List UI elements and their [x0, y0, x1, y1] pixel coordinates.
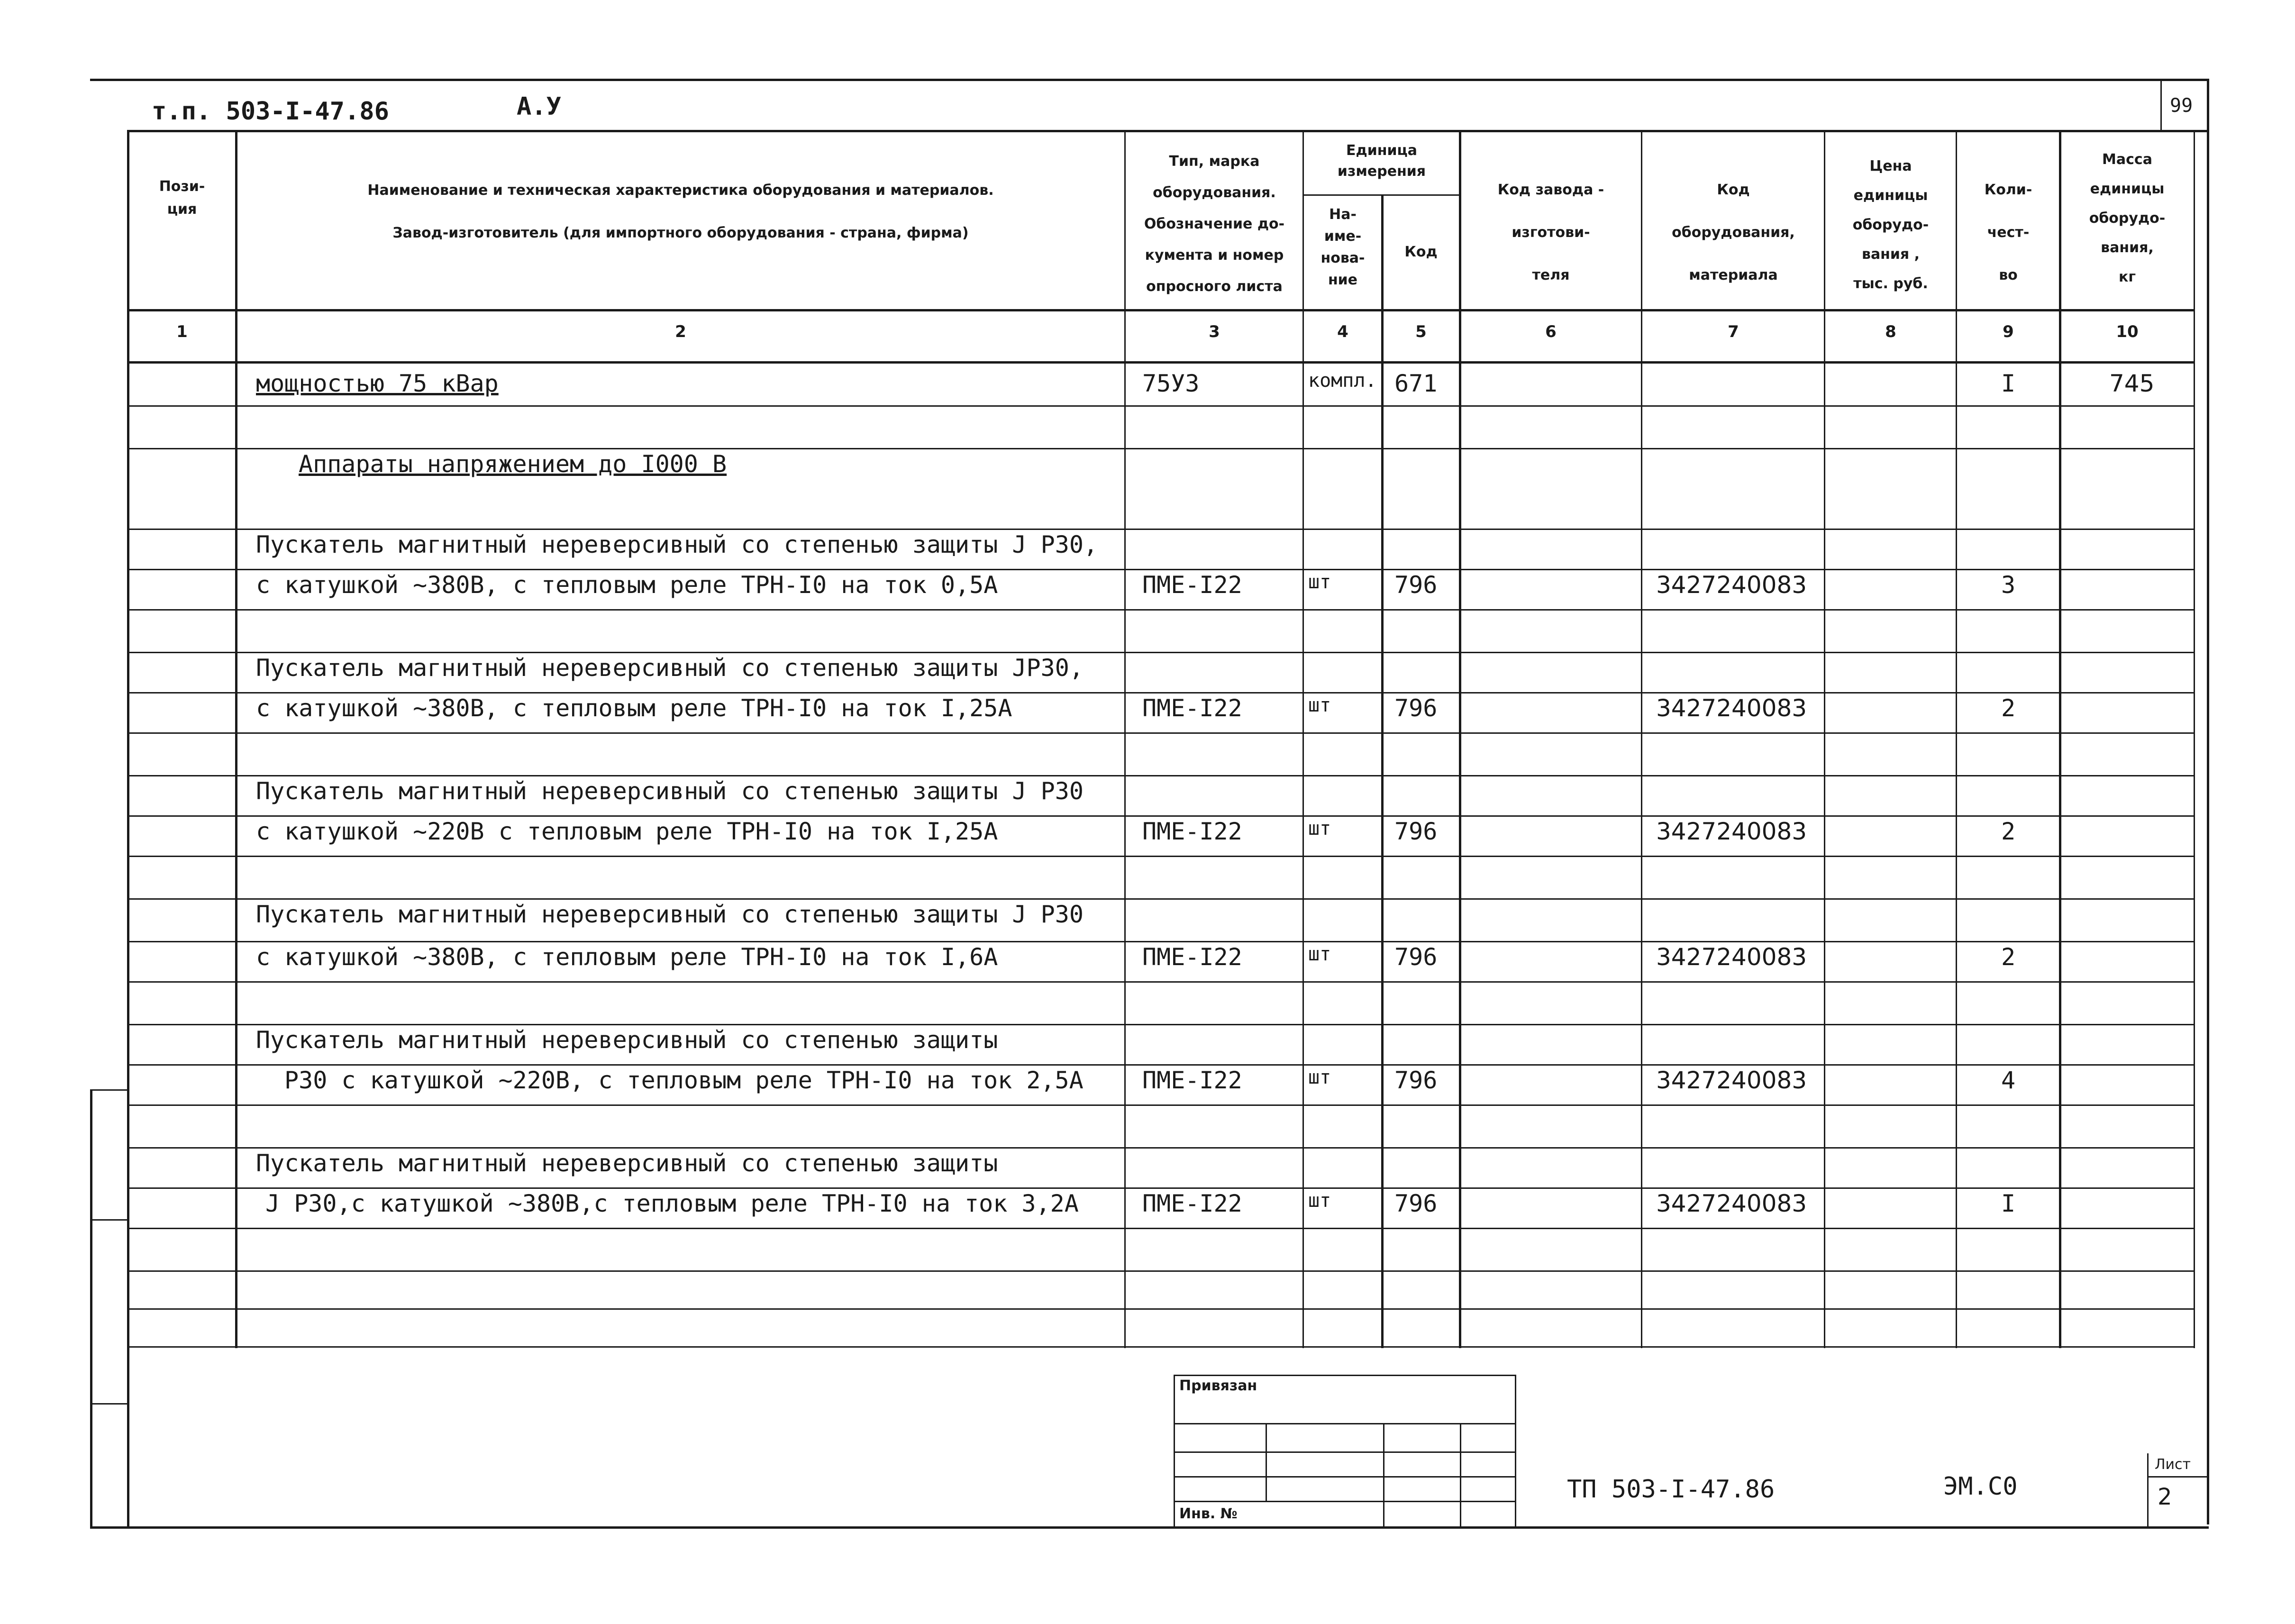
row-1-code: 671 [1394, 370, 1438, 397]
row-12-type: ПМЕ-I22 [1142, 1067, 1242, 1094]
row-1-unit: компл. [1308, 370, 1377, 392]
col-number-8: 8 [1885, 322, 1896, 341]
row-1-mass: 745 [2109, 370, 2155, 397]
row-14-name: J P30,с катушкой ~380В,с тепловым реле ТРН-I0 на ток 3,2А [265, 1190, 1079, 1217]
row-12-name: Р30 с катушкой ~220В, с тепловым реле ТРН-I0 на ток 2,5А [284, 1067, 1084, 1094]
row-1-name: мощностью 75 кВар [256, 370, 499, 397]
col-number-4: 4 [1337, 322, 1348, 341]
col-number-7: 7 [1728, 322, 1739, 341]
page-number: 99 [2170, 95, 2193, 117]
row-8-equip-code: 3427240083 [1656, 818, 1807, 845]
row-12-equip-code: 3427240083 [1656, 1067, 1807, 1094]
row-8-unit: шт [1308, 818, 1331, 839]
sheet-code: т.п. 503-I-47.86 [152, 97, 389, 126]
row-14-type: ПМЕ-I22 [1142, 1190, 1242, 1217]
header-type: Тип, марка оборудования. Обозначение до- кумента и номер опросного листа [1144, 153, 1285, 295]
row-8-type: ПМЕ-I22 [1142, 818, 1242, 845]
stamp-sheet-label: Лист [2155, 1456, 2191, 1473]
header-name-line2: Завод-изготовитель (для импортного оборудования - страна, фирма) [392, 225, 969, 241]
header-quantity: Коли- чест- во [1984, 182, 2032, 283]
row-4-equip-code: 3427240083 [1656, 571, 1807, 599]
stamp-linked-label: Привязан [1179, 1378, 1257, 1394]
row-14-code: 796 [1394, 1190, 1438, 1217]
row-6-name: с катушкой ~380В, с тепловым реле ТРН-I0 на ток I,25А [256, 694, 1012, 722]
row-14-equip-code: 3427240083 [1656, 1190, 1807, 1217]
row-6-unit: шт [1308, 694, 1331, 716]
col-number-5: 5 [1415, 322, 1427, 341]
col-number-1: 1 [176, 322, 188, 341]
row-14-qty: I [2001, 1190, 2016, 1217]
header-factory-code: Код завода - изготови- теля [1497, 182, 1604, 283]
row-11-name: Пускатель магнитный нереверсивный со степенью защиты [256, 1026, 998, 1054]
header-position: Пози- ция [159, 178, 205, 218]
col-number-3: 3 [1209, 322, 1220, 341]
row-8-qty: 2 [2001, 818, 2016, 845]
header-mass: Масса единицы оборудо- вания, кг [2089, 151, 2166, 285]
col-number-6: 6 [1545, 322, 1557, 341]
row-12-code: 796 [1394, 1067, 1438, 1094]
row-4-qty: 3 [2001, 571, 2016, 599]
row-10-unit: шт [1308, 943, 1331, 965]
row-4-type: ПМЕ-I22 [1142, 571, 1242, 599]
row-1-type: 75У3 [1142, 370, 1200, 397]
row-1-qty: I [2001, 370, 2016, 397]
row-7-name: Пускатель магнитный нереверсивный со степенью защиты J P30 [256, 777, 1084, 805]
col-number-2: 2 [675, 322, 686, 341]
row-10-name: с катушкой ~380В, с тепловым реле ТРН-I0 на ток I,6А [256, 943, 998, 971]
col-number-9: 9 [2003, 322, 2014, 341]
row-4-name: с катушкой ~380В, с тепловым реле ТРН-I0 на ток 0,5А [256, 571, 998, 599]
header-equip-code: Код оборудования, материала [1672, 182, 1795, 283]
row-10-code: 796 [1394, 943, 1438, 971]
header-unit-name: На- име- нова- ние [1321, 206, 1365, 288]
header-unit: Единица измерения [1337, 142, 1426, 180]
stamp-inv-label: Инв. № [1179, 1505, 1238, 1522]
stamp-mark: ЭМ.С0 [1943, 1472, 2018, 1501]
row-12-unit: шт [1308, 1067, 1331, 1088]
album-mark: А.У [517, 92, 561, 121]
row-2-name: Аппараты напряжением до I000 В [299, 450, 727, 478]
row-6-qty: 2 [2001, 694, 2016, 722]
row-14-unit: шт [1308, 1190, 1331, 1212]
row-12-qty: 4 [2001, 1067, 2016, 1094]
row-10-qty: 2 [2001, 943, 2016, 971]
row-8-name: с катушкой ~220В с тепловым реле ТРН-I0 на ток I,25А [256, 818, 998, 845]
row-4-unit: шт [1308, 571, 1331, 593]
header-price: Цена единицы оборудо- вания , тыс. руб. [1852, 158, 1929, 292]
row-10-type: ПМЕ-I22 [1142, 943, 1242, 971]
row-8-code: 796 [1394, 818, 1438, 845]
row-6-code: 796 [1394, 694, 1438, 722]
row-6-type: ПМЕ-I22 [1142, 694, 1242, 722]
row-10-equip-code: 3427240083 [1656, 943, 1807, 971]
stamp-designation: ТП 503-I-47.86 [1567, 1475, 1775, 1504]
row-6-equip-code: 3427240083 [1656, 694, 1807, 722]
row-5-name: Пускатель магнитный нереверсивный со степенью защиты JP30, [256, 654, 1084, 682]
col-number-10: 10 [2116, 322, 2139, 341]
row-13-name: Пускатель магнитный нереверсивный со степенью защиты [256, 1150, 998, 1177]
row-4-code: 796 [1394, 571, 1438, 599]
stamp-sheet-number: 2 [2158, 1484, 2172, 1510]
row-3-name: Пускатель магнитный нереверсивный со степенью защиты J P30, [256, 531, 1098, 558]
header-name-line1: Наименование и техническая характеристика оборудования и материалов. [367, 182, 994, 199]
row-9-name: Пускатель магнитный нереверсивный со степенью защиты J P30 [256, 901, 1084, 928]
header-unit-code: Код [1404, 244, 1438, 260]
